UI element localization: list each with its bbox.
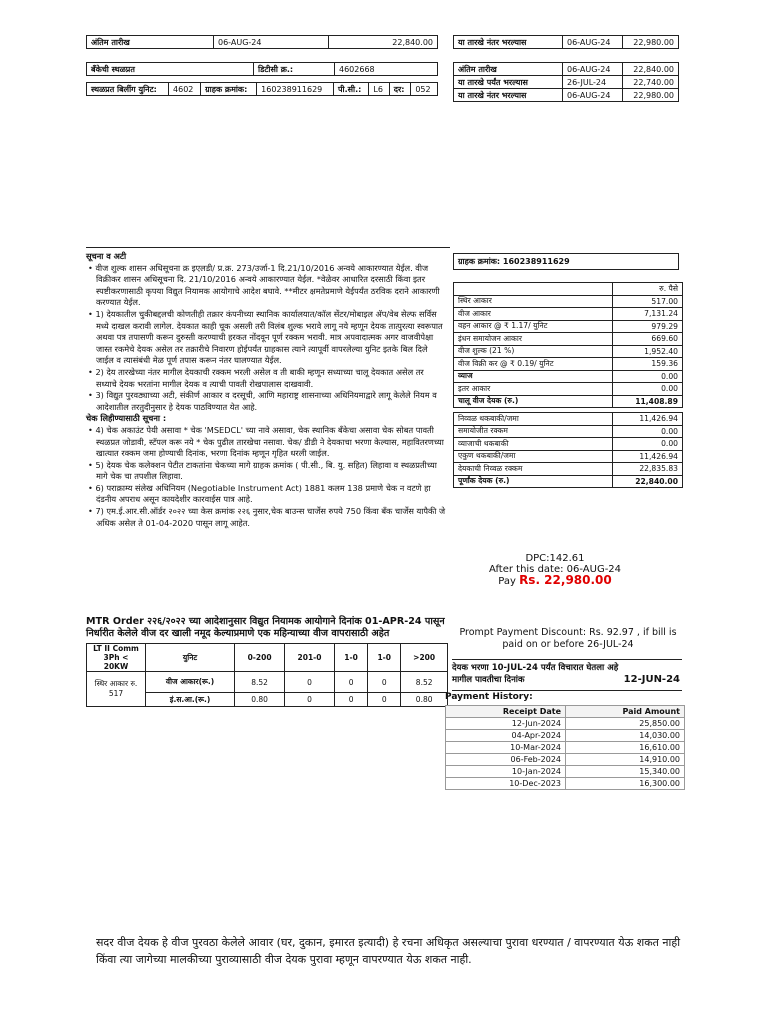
consumer-number: ग्राहक क्रमांक: 160238911629 <box>454 254 679 270</box>
charge-label: वीज आकार <box>454 308 613 321</box>
tariff-slab: 0-200 <box>235 644 285 672</box>
tariff-slab: 1-0 <box>368 644 401 672</box>
due-dates-table <box>453 62 679 102</box>
pc-value: L6 <box>369 83 389 96</box>
charge-value: 1,952.40 <box>613 345 683 358</box>
dtc-label: डिटीसी क्र.: <box>254 63 335 76</box>
history-row <box>446 754 685 766</box>
due-amount: 22,840.00 <box>329 36 438 49</box>
tariff-slab: 1-0 <box>335 644 368 672</box>
tariff-value: 0.80 <box>235 693 285 707</box>
paid-amount: 14,910.00 <box>566 754 685 766</box>
cheque-note: • 4) चेक अकाउंट पेयी असावा * चेक 'MSEDCL' च्या नावे असावा, चेक स्थानिक बँकेचा असावा चेक सोबत पावती स्थळप्रत जोडावी, स्टॅपल करू नये * चेक पुढील तारखेचा नसावा. चेक/ डीडी ने देयकाचा भरणा केल्यास, महावितरणच्या खात्यात रक्कम जमा होण्याची दिनांक, भरणा दिनांक म्हणून गृहित धरली जाईल. <box>86 425 446 460</box>
tariff-units-label: युनिट <box>146 644 235 672</box>
late-payment-strip <box>453 35 679 49</box>
tariff-value: 0 <box>285 693 335 707</box>
note-paragraph: • 2) देय तारखेच्या नंतर मागील देयकाची रक्कम भरली असेल व ती बाकी म्हणून सध्याच्या चालू देयकात असेल तर सध्याचे देयक भरतांना मागील देयक व त्याची पावती रोखपालास दाखवावी. <box>86 367 446 390</box>
charge-value: 0.00 <box>613 370 683 383</box>
currency-header: रु. पैसे <box>613 283 683 296</box>
late-date: 06-AUG-24 <box>563 36 623 49</box>
tariff-value: 0 <box>368 693 401 707</box>
billing-unit-value: 4602 <box>169 83 201 96</box>
mtr-line: MTR Order २२६/२०२२ च्या आदेशानुसार विद्युत नियामक आयोगाने दिनांक 01-APR-24 पासून <box>86 616 445 627</box>
cheque-note: • 6) पराक्राम्य संलेख अधिनियम (Negotiable Instrument Act) 1881 कलम 138 प्रमाणे चेक न वटणे हा दंडनीय अपराध असून कायदेशीर कारवाईस पात्र आहे. <box>86 483 446 506</box>
charge-value: 7,131.24 <box>613 308 683 321</box>
due-row-date: 26-JUL-24 <box>563 76 623 89</box>
arrears-label: निव्वळ थकबाकी/जमा <box>454 413 613 426</box>
tariff-fixed-charge: स्थिर आकार रु. 517 <box>87 672 146 707</box>
dpc-text: DPC:142.61 <box>525 553 585 564</box>
rounded-bill-value: 22,840.00 <box>613 475 683 488</box>
tariff-value: 0 <box>335 693 368 707</box>
prompt-discount-text: Prompt Payment Discount: Rs. 92.97 , if bill is paid on or before 26-JUL-24 <box>459 627 677 650</box>
arrears-label: देयकाची निव्वळ रक्कम <box>454 463 613 476</box>
due-row-amount: 22,980.00 <box>622 89 678 102</box>
arrears-label: समायोजीत रक्कम <box>454 425 613 438</box>
note-paragraph: • वीज शुल्क शासन अधिसूचना क्र इएलडी/ प्र.क्र. 273/उर्जा-1 दि.21/10/2016 अन्वये आकारण्यात येईल. वीज विक्रीकर शासन अधिसूचना दि. 21/10/2016 अन्वये आकारण्यात येईल. *वेळेवर आधारित दरसाठी किंवा इतर स्पष्टीकरणासाठी कृपया विद्युत नियामक आयोगाचे आदेश बघावे. **मीटर क्षमतेप्रमाणे येईपर्यंत ठरविक दराने आकारणी करण्यात येईल. <box>86 263 446 309</box>
charge-value: 979.29 <box>613 320 683 333</box>
due-label: अंतिम तारीख <box>87 36 214 49</box>
pc-label: पी.सी.: <box>333 83 368 96</box>
tariff-slab: 201-0 <box>285 644 335 672</box>
tariff-slab: >200 <box>401 644 448 672</box>
arrears-label: व्याजाची थकबाकी <box>454 438 613 451</box>
receipt-date: 10-Jan-2024 <box>446 766 566 778</box>
after-date-text: After this date: 06-AUG-24 <box>488 564 622 575</box>
due-date-strip <box>86 35 438 49</box>
arrears-value: 0.00 <box>613 438 683 451</box>
history-header: Paid Amount <box>566 706 685 718</box>
notes-title: सूचना व अटी <box>86 251 127 261</box>
cheque-note: • 7) एम.ई.आर.सी.ऑर्डर २०२२ च्या केस क्रमांक २२६ नुसार,चेक बाउन्स चार्जेस रुपये 750 किंवा बँक चार्जेस यापैकी जे अधिक असेल ते 01-04-2020 पासून लागू आहेत. <box>86 506 446 529</box>
receipt-date: 12-Jun-2024 <box>446 718 566 730</box>
last-receipt-date: 12-JUN-24 <box>623 674 680 685</box>
blank-cell <box>454 283 613 296</box>
cheque-title: चेक लिहीण्यासाठी सूचना : <box>86 413 167 424</box>
paid-amount: 16,300.00 <box>566 778 685 790</box>
charge-label: वहन आकार @ ₹ 1.17/ युनिट <box>454 320 613 333</box>
charge-label: इतर आकार <box>454 383 613 396</box>
history-header: Receipt Date <box>446 706 566 718</box>
paid-amount: 15,340.00 <box>566 766 685 778</box>
due-row-date: 06-AUG-24 <box>563 63 623 76</box>
arrears-value: 11,426.94 <box>613 413 683 426</box>
receipt-date: 06-Feb-2024 <box>446 754 566 766</box>
charge-label: इंधन समायोजन आकार <box>454 333 613 346</box>
billing-unit-label: स्थळप्रत बिलींग युनिट: <box>87 83 169 96</box>
charge-label: वीज शुल्क (21 %) <box>454 345 613 358</box>
arrears-label: एकुण थकबाकी/जमा <box>454 450 613 463</box>
rounded-bill-label: पूर्णांक देयक (रु.) <box>454 475 613 488</box>
dtc-value: 4602668 <box>335 63 438 76</box>
charge-label: वीज विक्री कर @ ₹ 0.19/ युनिट <box>454 358 613 371</box>
charge-label: स्थिर आकार <box>454 295 613 308</box>
consumer-number-box <box>453 253 679 270</box>
note-paragraph: • 3) विद्युत पुरवठ्याच्या अटी, संकीर्ण आकार व दरसूची, आणि महाराष्ट्र शासनाच्या अधिनियमाद्वारे लागू केलेले नियम व आदेशातील तरतुदीनुसार हे देयक पाठविण्यात येत आहे. <box>86 390 446 413</box>
charge-label: व्याज <box>454 370 613 383</box>
tariff-category: LT II Comm 3Ph < 20KW <box>87 644 146 672</box>
history-row <box>446 778 685 790</box>
note-paragraph: • 1) देयकातील चुकीबद्दलची कोणतीही तक्रार कंपनीच्या स्थानिक कार्यालयात/कॉल सेंटर/मोबाइल ॲप/वेब सेल्फ सर्विस मध्ये दाखल करावी लागेल. देयकात काही चूक असली तरी विलंब शुल्क भरावे लागू नये म्हणून देयक तात्पुरत्या स्वरूपात अथवा पत्र तपासणी करून दुरुस्ती करण्याची हरकत नोंदवून पूर्ण रक्कम भरावी. मात्र अपवादात्मक अगर वाजवीपेक्षा जास्त रकमेचे देयक असेल तर तक्रारीचे निवारण होईपर्यंत ग्राहकास त्याने त्यापूर्वी वापरलेल्या युनिट इतके बिल दिले जाईल व त्यासंबंधी मेळ पूर्ण तपास करून नंतर घालण्यात येईल. <box>86 309 446 367</box>
history-row <box>446 766 685 778</box>
bill-charges-table <box>453 282 683 488</box>
late-label: या तारखे नंतर भरल्यास <box>454 36 563 49</box>
bank-strip <box>86 62 438 76</box>
tariff-value: 0 <box>368 672 401 693</box>
history-row <box>446 730 685 742</box>
payment-history-table <box>445 705 685 790</box>
arrears-value: 0.00 <box>613 425 683 438</box>
due-row-label: अंतिम तारीख <box>454 63 563 76</box>
mtr-line: निर्धारीत केलेले वीज दर खाली नमूद केल्याप्रमाणे एक महिन्याच्या वीज वापरासाठी अहेत <box>86 628 390 639</box>
receipt-date: 10-Dec-2023 <box>446 778 566 790</box>
receipt-date: 04-Apr-2024 <box>446 730 566 742</box>
history-row <box>446 742 685 754</box>
arrears-value: 11,426.94 <box>613 450 683 463</box>
promise-line: देयक भरणा 10-JUL-24 पर्यंत विचारात घेतला अहे <box>452 663 619 673</box>
footer-disclaimer: सदर वीज देयक हे वीज पुरवठा केलेले आवार (घर, दुकान, इमारत इत्यादी) हे रचना अधिकृत असल्याचा पुरावा धरण्यात / वापरण्यात येऊ शकत नाही किंवा त्या जागेच्या मालकीच्या पुराव्यासाठी वीज देयक पुरावा म्हणून वापरण्यात येऊ शकत नाही. <box>96 936 681 966</box>
arrears-value: 22,835.83 <box>613 463 683 476</box>
due-row-amount: 22,740.00 <box>622 76 678 89</box>
late-amount: 22,980.00 <box>622 36 678 49</box>
tariff-value: 0 <box>285 672 335 693</box>
history-row <box>446 718 685 730</box>
pay-block <box>480 553 630 587</box>
due-row-label: या तारखे नंतर भरल्यास <box>454 89 563 102</box>
paid-amount: 14,030.00 <box>566 730 685 742</box>
cheque-note: • 5) देयक चेक कलेक्शन पेटीत टाकतांना चेकच्या मागे ग्राहक क्रमांक ( पी.सी., बि. यु. सहित) लिहावा व स्थळप्रतीच्या मागे चेक चा तपशील लिहावा. <box>86 460 446 483</box>
tariff-row-label: वीज आकार(रू.) <box>146 672 235 693</box>
billing-strip <box>86 82 438 96</box>
paid-amount: 16,610.00 <box>566 742 685 754</box>
payment-history-title: Payment History: <box>445 692 533 702</box>
payment-promise-box <box>452 659 682 691</box>
mtr-order-text <box>86 616 456 640</box>
tariff-value: 8.52 <box>235 672 285 693</box>
charge-value: 669.60 <box>613 333 683 346</box>
due-row-date: 06-AUG-24 <box>563 89 623 102</box>
consumer-label: ग्राहक क्रमांक: <box>201 83 257 96</box>
current-bill-label: चालू वीज देयक (रु.) <box>454 395 613 408</box>
receipt-date: 10-Mar-2024 <box>446 742 566 754</box>
last-receipt-label: मागील पावतीचा दिनांक <box>452 675 525 685</box>
tariff-value: 8.52 <box>401 672 448 693</box>
charge-value: 159.36 <box>613 358 683 371</box>
charge-value: 0.00 <box>613 383 683 396</box>
pay-amount: Rs. 22,980.00 <box>519 573 612 587</box>
notes-divider <box>86 247 450 248</box>
tariff-row-label: इं.स.आ.(रू.) <box>146 693 235 707</box>
terms-notes <box>86 251 446 529</box>
pay-label: Pay <box>498 576 516 587</box>
due-row-amount: 22,840.00 <box>622 63 678 76</box>
tariff-table <box>86 643 448 707</box>
tariff-value: 0 <box>335 672 368 693</box>
due-row-label: या तारखे पर्यंत भरल्यास <box>454 76 563 89</box>
bank-label: बँकेची स्थळप्रत <box>87 63 254 76</box>
tariff-value: 0.80 <box>401 693 448 707</box>
charge-value: 517.00 <box>613 295 683 308</box>
paid-amount: 25,850.00 <box>566 718 685 730</box>
current-bill-value: 11,408.89 <box>613 395 683 408</box>
rate-label: दर: <box>389 83 411 96</box>
rate-value: 052 <box>411 83 438 96</box>
due-date: 06-AUG-24 <box>214 36 329 49</box>
consumer-value: 160238911629 <box>257 83 334 96</box>
